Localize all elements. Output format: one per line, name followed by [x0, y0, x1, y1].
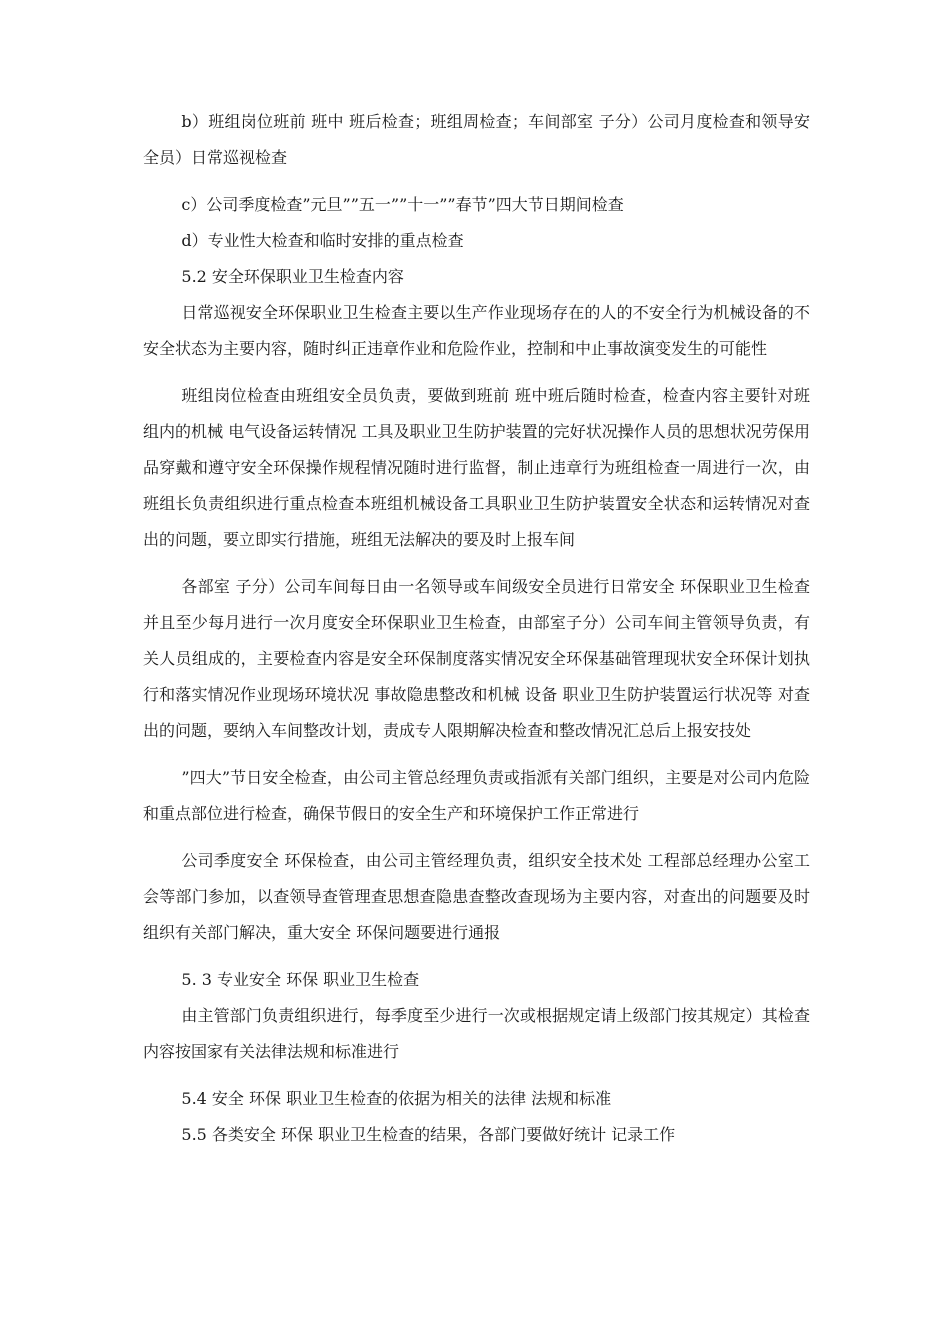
paragraph-check-types-c: c）公司季度检查”元旦””五一””十一””春节”四大节日期间检查 [181, 195, 624, 214]
document-body [143, 104, 810, 1153]
section-heading-5-2: 5.2 安全环保职业卫生检查内容 [181, 267, 404, 286]
paragraph-team-inspection: 班组岗位检查由班组安全员负责，要做到班前 班中班后随时检查，检查内容主要针对班组内的机械 电气设备运转情况 工具及职业卫生防护装置的完好状况操作人员的思想状况劳保用品穿戴和遵守安全环保操作规程情况随时进行监督，制止违章行为班组检查一周进行一次，由班组长负责组织进行重点检查本班组机械设备工具职业卫生防护装置安全状态和运转情况对查出的问题，要立即实行措施，班组无法解决的要及时上报车间 [143, 386, 810, 549]
section-heading-5-5: 5.5 各类安全 环保 职业卫生检查的结果，各部门要做好统计 记录工作 [181, 1125, 676, 1144]
paragraph-quarterly-inspection: 公司季度安全 环保检查，由公司主管经理负责，组织安全技术处 工程部总经理办公室工会等部门参加，以查领导查管理查思想查隐患查整改查现场为主要内容，对查出的问题要及时组织有关部门解决，重大安全 环保问题要进行通报 [143, 851, 810, 942]
paragraph-daily-inspection: 日常巡视安全环保职业卫生检查主要以生产作业现场存在的人的不安全行为机械设备的不安全状态为主要内容，随时纠正违章作业和危险作业，控制和中止事故演变发生的可能性 [143, 303, 810, 358]
paragraph-department-inspection: 各部室 子分）公司车间每日由一名领导或车间级安全员进行日常安全 环保职业卫生检查并且至少每月进行一次月度安全环保职业卫生检查，由部室子分）公司车间主管领导负责，有关人员组成的，主要检查内容是安全环保制度落实情况安全环保基础管理现状安全环保计划执行和落实情况作业现场环境状况 事故隐患整改和机械 设备 职业卫生防护装置运行状况等 对查出的问题，要纳入车间整改计划，责成专人限期解决检查和整改情况汇总后上报安技处 [143, 577, 810, 740]
paragraph-holiday-inspection: ”四大”节日安全检查，由公司主管总经理负责或指派有关部门组织，主要是对公司内危险和重点部位进行检查，确保节假日的安全生产和环境保护工作正常进行 [143, 768, 810, 823]
paragraph-professional-inspection: 由主管部门负责组织进行，每季度至少进行一次或根据规定请上级部门按其规定）其检查内容按国家有关法律法规和标准进行 [143, 1006, 810, 1061]
section-heading-5-3: 5. 3 专业安全 环保 职业卫生检查 [181, 970, 420, 989]
section-heading-5-4: 5.4 安全 环保 职业卫生检查的依据为相关的法律 法规和标准 [181, 1089, 612, 1108]
paragraph-check-types-b: b）班组岗位班前 班中 班后检查；班组周检查；车间部室 子分）公司月度检查和领导安全员）日常巡视检查 [143, 112, 810, 167]
paragraph-check-types-d: d）专业性大检查和临时安排的重点检查 [181, 231, 464, 250]
